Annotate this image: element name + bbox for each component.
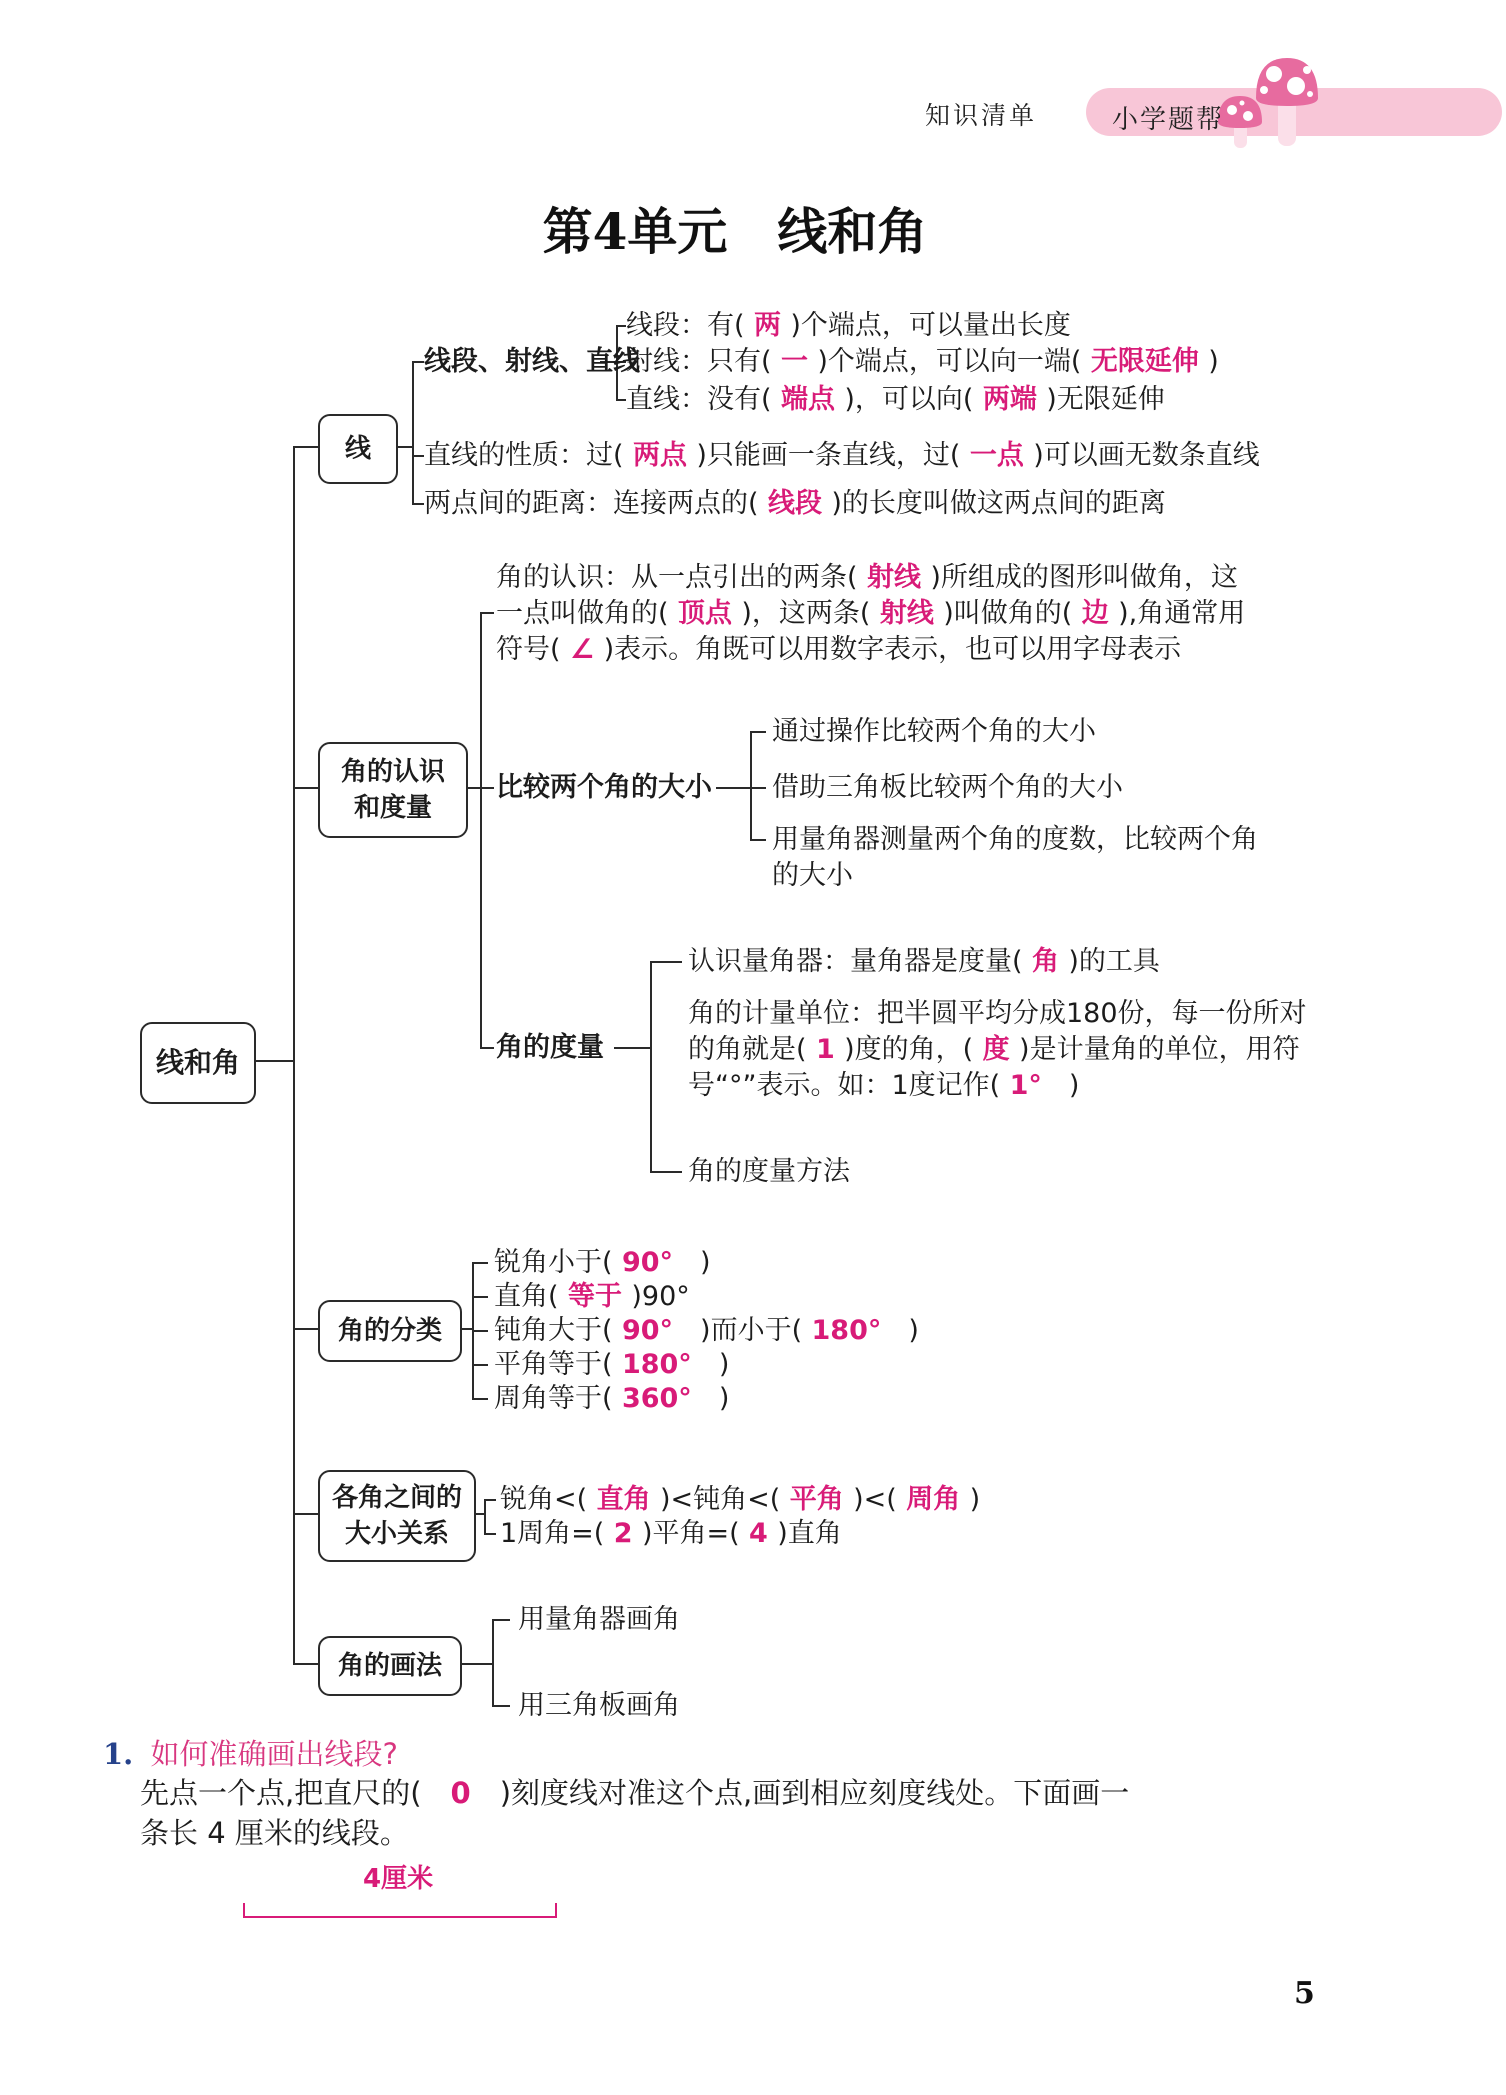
root-box xyxy=(140,1022,256,1104)
bracket-line xyxy=(484,1499,486,1535)
angle-measure-label: 角的度量 xyxy=(496,1032,604,1063)
classify-item-round: 周角等于( 360° ) xyxy=(494,1383,730,1414)
ruler-measure-line xyxy=(243,1916,557,1918)
draw-item-triangle: 用三角板画角 xyxy=(518,1690,680,1721)
compare-item-1: 通过操作比较两个角的大小 xyxy=(772,716,1096,747)
line-box xyxy=(318,414,398,484)
measure-method-row: 角的度量方法 xyxy=(688,1156,850,1187)
connector-line xyxy=(472,1296,488,1298)
relation-box-label-1: 各角之间的 xyxy=(331,1483,462,1513)
connector-line xyxy=(484,1533,496,1535)
angle-unit-paragraph xyxy=(688,996,1307,1104)
connector-line xyxy=(412,361,424,363)
connector-line xyxy=(616,399,626,401)
connector-line xyxy=(472,1262,488,1264)
connector-line xyxy=(480,1047,494,1049)
bracket-line xyxy=(480,612,482,1049)
mushroom-icon xyxy=(1212,46,1344,152)
ruler-tick-left xyxy=(243,1903,245,1918)
draw-item-protractor: 用量角器画角 xyxy=(518,1604,680,1635)
connector-line xyxy=(472,1398,488,1400)
relation-item-1: 锐角<( 直角 )<钝角<( 平角 )<( 周角 ) xyxy=(500,1484,981,1515)
compare-angles-label: 比较两个角的大小 xyxy=(496,772,712,803)
draw-box xyxy=(318,1636,462,1696)
relation-box-label-2: 大小关系 xyxy=(344,1519,449,1549)
angle-box xyxy=(318,742,468,838)
connector-line xyxy=(750,839,766,841)
classify-box-label: 角的分类 xyxy=(337,1316,442,1346)
angle-concept-line2: 一点叫做角的( 顶点 )，这两条( 射线 )叫做角的( 边 ),角通常用 xyxy=(496,598,1246,629)
connector-line xyxy=(650,1171,682,1173)
ray-def-row: 射线：只有( 一 )个端点，可以向一端( 无限延伸 ) xyxy=(626,346,1219,377)
bracket-line xyxy=(750,731,752,841)
angle-box-label-2: 和度量 xyxy=(353,793,432,823)
question-number: 1. xyxy=(103,1737,134,1771)
two-point-distance-row: 两点间的距离：连接两点的( 线段 )的长度叫做这两点间的距离 xyxy=(424,488,1166,519)
connector-line xyxy=(472,1330,488,1332)
connector-line xyxy=(616,325,626,327)
connector-line xyxy=(484,1499,496,1501)
connector-line xyxy=(614,1047,650,1049)
line-types-label: 线段、射线、直线 xyxy=(424,346,640,377)
page-title: 第4单元 线和角 xyxy=(542,202,928,261)
connector-line xyxy=(472,1364,488,1366)
angle-unit-line2: 的角就是( 1 )度的角，( 度 )是计量角的单位，用符 xyxy=(688,1034,1300,1065)
compare-item-3 xyxy=(772,822,1258,894)
connector-line xyxy=(458,1663,492,1665)
bracket-line xyxy=(492,1619,494,1707)
ruler-length-label: 4厘米 xyxy=(363,1864,434,1894)
classify-item-acute: 锐角小于( 90° ) xyxy=(494,1247,711,1278)
angle-concept-line1: 角的认识：从一点引出的两条( 射线 )所组成的图形叫做角，这 xyxy=(496,562,1238,593)
connector-line xyxy=(750,787,766,789)
question-body-line2: 条长 4 厘米的线段。 xyxy=(140,1816,409,1850)
connector-line xyxy=(412,455,424,457)
straight-def-row: 直线：没有( 端点 )，可以向( 两端 )无限延伸 xyxy=(626,384,1165,415)
connector-line xyxy=(293,1513,318,1515)
line-property-row: 直线的性质：过( 两点 )只能画一条直线，过( 一点 )可以画无数条直线 xyxy=(424,440,1260,471)
question-body-line1: 先点一个点,把直尺的( 0 )刻度线对准这个点,画到相应刻度线处。下面画一 xyxy=(140,1776,1130,1810)
bracket-line xyxy=(650,961,652,1173)
connector-line xyxy=(293,446,318,448)
connector-line xyxy=(492,1705,510,1707)
spine-line xyxy=(293,447,295,1663)
angle-concept-line3: 符号( ∠ )表示。角既可以用数字表示，也可以用字母表示 xyxy=(496,634,1182,665)
angle-box-label-1: 角的认识 xyxy=(340,757,445,787)
connector-line xyxy=(750,731,766,733)
page-number: 5 xyxy=(1294,1976,1315,2011)
bracket-line xyxy=(412,361,414,505)
angle-unit-line3: 号“°”表示。如：1度记作( 1° ) xyxy=(688,1070,1080,1101)
connector-line xyxy=(716,787,750,789)
root-connector xyxy=(250,1060,293,1062)
classify-item-straight: 平角等于( 180° ) xyxy=(494,1349,730,1380)
brand-badge-label: 小学题帮 xyxy=(1112,105,1225,135)
connector-line xyxy=(293,787,318,789)
compare-item-2: 借助三角板比较两个角的大小 xyxy=(772,772,1123,803)
connector-line xyxy=(650,961,682,963)
segment-def-row: 线段：有( 两 )个端点，可以量出长度 xyxy=(626,310,1071,341)
question-title: 如何准确画出线段? xyxy=(150,1737,398,1771)
protractor-def-row: 认识量角器：量角器是度量( 角 )的工具 xyxy=(688,946,1160,977)
connector-line xyxy=(492,1619,510,1621)
relation-item-2: 1周角=( 2 )平角=( 4 )直角 xyxy=(500,1518,842,1549)
classify-item-obtuse: 钝角大于( 90° )而小于( 180° ) xyxy=(494,1315,919,1346)
connector-line xyxy=(293,1328,318,1330)
ruler-tick-right xyxy=(555,1903,557,1918)
relation-box xyxy=(318,1470,476,1562)
compare-item-3-line2: 的大小 xyxy=(772,860,853,891)
classify-box xyxy=(318,1300,462,1362)
connector-line xyxy=(293,1663,318,1665)
connector-line xyxy=(480,612,494,614)
compare-item-3-line1: 用量角器测量两个角的度数，比较两个角 xyxy=(772,824,1258,855)
classify-item-right: 直角( 等于 )90° xyxy=(494,1281,690,1312)
angle-concept-paragraph xyxy=(496,560,1245,668)
question-heading xyxy=(103,1732,398,1773)
angle-unit-line1: 角的计量单位：把半圆平均分成180份，每一份所对 xyxy=(688,998,1307,1029)
connector-line xyxy=(480,787,494,789)
line-box-label: 线 xyxy=(344,434,371,464)
draw-box-label: 角的画法 xyxy=(337,1651,442,1681)
connector-line xyxy=(412,503,424,505)
section-header-label: 知识清单 xyxy=(925,101,1038,130)
root-box-label: 线和角 xyxy=(155,1046,240,1079)
